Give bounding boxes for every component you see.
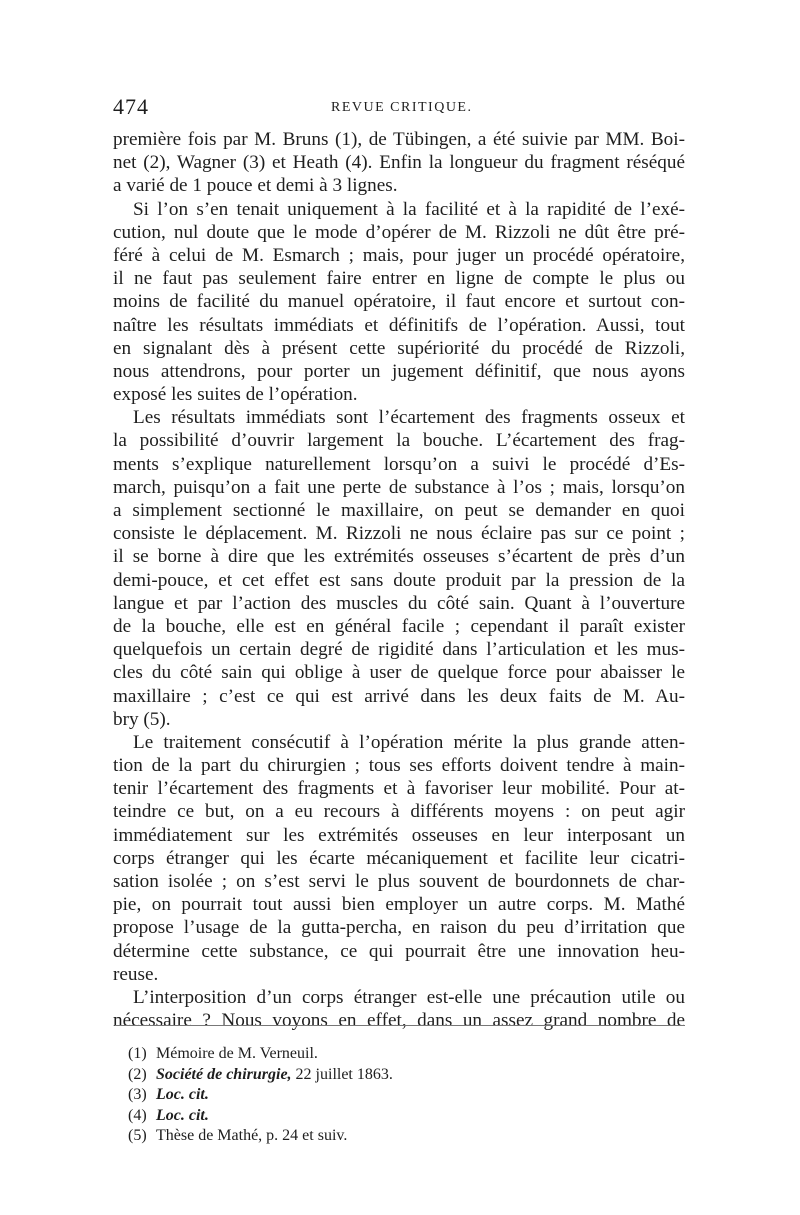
text-line: féré à celui de M. Esmarch ; mais, pour juger un procédé opératoire,: [113, 244, 685, 266]
text-line: Si l’on s’en tenait uniquement à la facilité et à la rapidité de l’exé-: [133, 198, 685, 220]
footnote-text: Mémoire de M. Verneuil.: [156, 1045, 318, 1062]
text-line: corps étranger qui les écarte mécaniquement et facilite leur cicatri-: [113, 847, 685, 869]
text-line: tenir l’écartement des fragments et à favoriser leur mobilité. Pour at-: [113, 778, 685, 800]
footnote-text: Thèse de Mathé, p. 24 et suiv.: [156, 1127, 348, 1144]
footnote-rule: [115, 1025, 685, 1026]
text-line: il se borne à dire que les extrémités osseuses s’écartent de près d’un: [113, 546, 685, 568]
footnote-number: (5): [128, 1127, 147, 1144]
text-line: a varié de 1 pouce et demi à 3 lignes.: [113, 175, 398, 197]
text-line: ments s’explique naturellement lorsqu’on a suivi le procédé d’Es-: [113, 453, 685, 475]
text-line: la possibilité d’ouvrir largement la bouche. L’écartement des frag-: [113, 430, 685, 452]
footnote-number: (1): [128, 1045, 147, 1062]
footnote-number: (4): [128, 1106, 147, 1124]
text-line: net (2), Wagner (3) et Heath (4). Enfin la longueur du fragment réséqué: [113, 152, 685, 174]
text-line: L’interposition d’un corps étranger est-elle une précaution utile ou: [133, 986, 685, 1008]
running-title: REVUE CRITIQUE.: [331, 100, 473, 115]
footnotes: [128, 1044, 668, 1147]
text-line: naître les résultats immédiats et définitifs de l’opération. Aussi, tout: [113, 314, 685, 336]
footnote-text: Loc. cit.: [156, 1106, 209, 1124]
footnote: [128, 1044, 668, 1065]
page-header: [113, 94, 685, 124]
text-line: exposé les suites de l’opération.: [113, 384, 358, 406]
footnote: [128, 1126, 668, 1147]
footnote-text: Société de chirurgie,: [156, 1065, 292, 1083]
text-line: Les résultats immédiats sont l’écartement des fragments osseux et: [133, 407, 685, 429]
text-line: cution, nul doute que le mode d’opérer de M. Rizzoli ne dût être pré-: [113, 221, 685, 243]
text-line: teindre ce but, on a eu recours à différents moyens : on peut agir: [113, 801, 685, 823]
text-line: propose l’usage de la gutta-percha, en raison du peu d’irritation que: [113, 917, 685, 939]
footnote-number: (3): [128, 1086, 147, 1103]
text-line: quelquefois un certain degré de rigidité dans l’articulation et les mus-: [113, 639, 685, 661]
text-line: bry (5).: [113, 708, 171, 730]
footnote: [128, 1106, 668, 1127]
page-number: 474: [113, 94, 149, 119]
text-line: moins de facilité du manuel opératoire, il faut encore et surtout con-: [113, 291, 685, 313]
text-line: reuse.: [113, 963, 159, 985]
text-line: tion de la part du chirurgien ; tous ses efforts doivent tendre à main-: [113, 755, 685, 777]
text-line: demi-pouce, et cet effet est sans doute produit par la pression de la: [113, 569, 685, 591]
text-line: détermine cette substance, ce qui pourrait être une innovation heu-: [113, 940, 685, 962]
text-line: immédiatement sur les extrémités osseuses en leur interposant un: [113, 824, 685, 846]
text-line: maxillaire ; c’est ce qui est arrivé dans les deux faits de M. Au-: [113, 685, 685, 707]
text-line: en signalant dès à présent cette supériorité du procédé de Rizzoli,: [113, 337, 685, 359]
text-line: consiste le déplacement. M. Rizzoli ne nous éclaire pas sur ce point ;: [113, 523, 685, 545]
text-line: Le traitement consécutif à l’opération mérite la plus grande atten-: [133, 731, 685, 753]
footnote-text: Loc. cit.: [156, 1086, 209, 1103]
footnote-text: 22 juillet 1863.: [291, 1065, 393, 1083]
body-text: [113, 128, 685, 1032]
text-line: il ne faut pas seulement faire entrer en ligne de compte le plus ou: [113, 268, 685, 290]
text-line: de la bouche, elle est en général facile ; cependant il paraît exister: [113, 615, 685, 637]
text-line: pie, on pourrait tout aussi bien employer un autre corps. M. Mathé: [113, 894, 685, 916]
text-line: sation isolée ; on s’est servi le plus souvent de bourdonnets de char-: [113, 871, 685, 892]
text-line: march, puisqu’on a fait une perte de substance à l’os ; mais, lorsqu’on: [113, 476, 685, 498]
footnote: [128, 1085, 668, 1106]
text-line: cles du côté sain qui oblige à user de quelque force pour abaisser le: [113, 662, 685, 684]
text-line: a simplement sectionné le maxillaire, on peut se demander en quoi: [113, 500, 685, 521]
footnote-number: (2): [128, 1065, 147, 1083]
text-line: première fois par M. Bruns (1), de Tübingen, a été suivie par MM. Boi-: [113, 129, 685, 150]
text-line: langue et par l’action des muscles du côté sain. Quant à l’ouverture: [113, 592, 685, 614]
text-line: nécessaire ? Nous voyons en effet, dans un assez grand nombre de: [113, 1010, 685, 1032]
footnote: [128, 1065, 668, 1086]
text-line: nous attendrons, pour porter un jugement définitif, que nous ayons: [113, 360, 685, 382]
